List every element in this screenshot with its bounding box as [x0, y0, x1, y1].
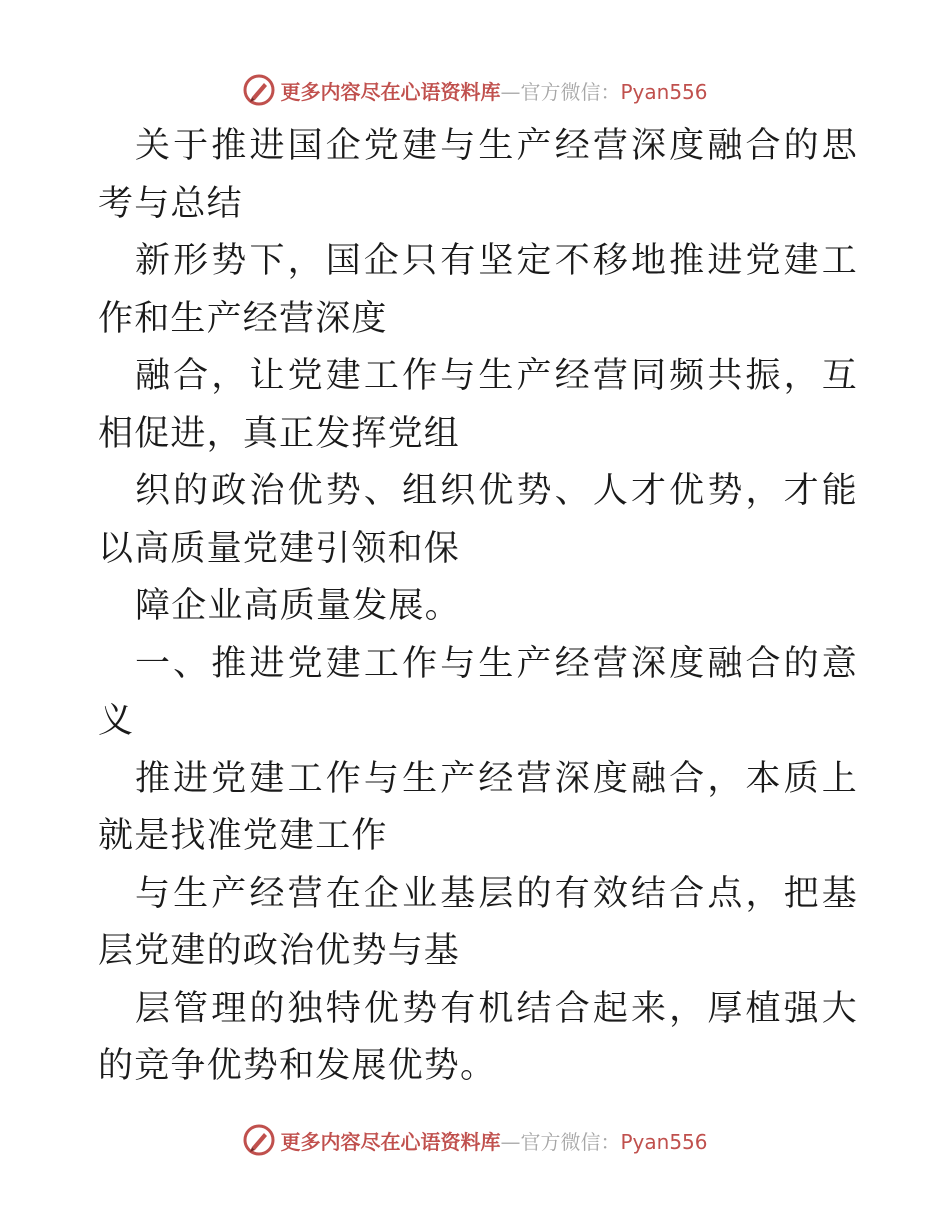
paragraph: 织的政治优势、组织优势、人才优势，才能以高质量党建引领和保 [98, 471, 858, 569]
paragraph: 新形势下，国企只有坚定不移地推进党建工作和生产经营深度 [98, 241, 858, 339]
watermark-dash: — [500, 79, 521, 104]
watermark-contact-id: Pyan556 [620, 79, 708, 104]
watermark-contact-label: 官方微信： [520, 79, 621, 104]
pen-logo-icon [242, 1123, 276, 1157]
watermark-text [280, 1126, 707, 1155]
paragraph: 推进党建工作与生产经营深度融合，本质上就是找准党建工作 [98, 758, 858, 856]
pen-logo-icon [242, 73, 276, 107]
document-body [98, 118, 858, 1096]
watermark-text [280, 76, 707, 105]
header-watermark [0, 70, 950, 110]
watermark-brand: 更多内容尽在心语资料库 [280, 79, 501, 104]
paragraph: 层管理的独特优势有机结合起来，厚植强大的竞争优势和发展优势。 [98, 988, 858, 1086]
watermark-brand: 更多内容尽在心语资料库 [280, 1129, 501, 1154]
paragraph: 与生产经营在企业基层的有效结合点，把基层党建的政治优势与基 [98, 873, 858, 971]
watermark-contact-label: 官方微信： [520, 1129, 621, 1154]
watermark-contact-id: Pyan556 [620, 1129, 708, 1154]
paragraph: 障企业高质量发展。 [135, 586, 461, 626]
document-title: 关于推进国企党建与生产经营深度融合的思考与总结 [98, 126, 858, 224]
watermark-dash: — [500, 1129, 521, 1154]
section-heading: 一、推进党建工作与生产经营深度融合的意义 [98, 643, 858, 741]
footer-watermark [0, 1120, 950, 1160]
paragraph: 融合，让党建工作与生产经营同频共振，互相促进，真正发挥党组 [98, 356, 858, 454]
